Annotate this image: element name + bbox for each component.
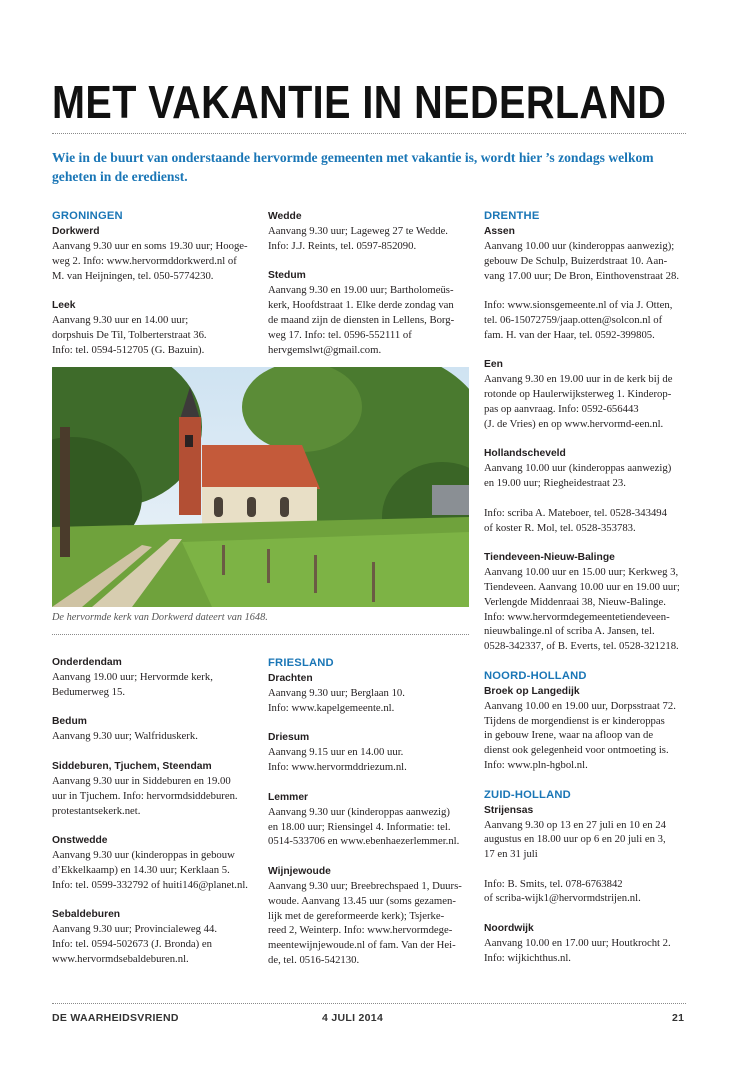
region-heading-drenthe: DRENTHE (484, 210, 540, 222)
text-line: Info: www.kapelgemeente.nl. (268, 701, 395, 714)
text-line: Aanvang 9.30 uur en soms 19.30 uur; Hooge- (52, 240, 248, 252)
text-line: www.hervormdsebaldeburen.nl. (52, 952, 189, 965)
text-line: augustus en 18.00 uur op 6 en 20 juli en 3, (484, 833, 666, 846)
text-line: Info: www.hervormdegemeentetiendeveen- (484, 610, 670, 623)
place-stedum: Stedum (268, 270, 306, 282)
text-line: dorpshuis De Til, Tolberterstraat 36. (52, 328, 207, 341)
place-assen: Assen (484, 226, 515, 237)
text-line: (J. de Vries) en op www.hervormd-een.nl. (484, 417, 664, 430)
text-line: fam. H. van der Haar, tel. 0592-399805. (484, 328, 655, 341)
text-line: de, tel. 0516-542130. (268, 953, 360, 966)
caption-divider (52, 634, 469, 635)
text-line: Aanvang 9.30 uur; Walfriduskerk. (52, 730, 198, 743)
page-title: MET VAKANTIE IN NEDERLAND (52, 76, 667, 128)
text-line: Aanvang 9.15 uur en 14.00 uur. (268, 746, 404, 759)
footer-date: 4 JULI 2014 (322, 1012, 384, 1024)
text-line: of scriba-wijk1@hervormdstrijen.nl. (484, 892, 641, 905)
text-line: uur in Tjuchem. Info: hervormdsiddeburen. (52, 789, 238, 802)
text-line: in gebouw Irene, waar na afloop van de (484, 729, 654, 742)
region-heading-noord-holland: NOORD-HOLLAND (484, 669, 587, 682)
place-leek: Leek (52, 300, 76, 312)
text-line: Aanvang 9.30 op 13 en 27 juli en 10 en 24 (484, 818, 666, 831)
place-siddeburen: Siddeburen, Tjuchem, Steendam (52, 760, 212, 772)
text-line: vang 17.00 uur; De Bron, Einthovenstraat 28. (484, 269, 680, 282)
text-line: dienst ook gelegenheid voor ontmoeting is. (484, 744, 669, 757)
text-line: woude. Aanvang 13.45 uur (soms gezamen- (268, 894, 456, 907)
text-line: Aanvang 9.30 uur; Berglaan 10. (268, 687, 405, 699)
text-line: protestantsekerk.net. (52, 804, 141, 817)
text-line: reed 2, Weinterp. Info: www.hervormdege- (268, 924, 453, 937)
text-line: of koster R. Mol, tel. 0528-353783. (484, 521, 636, 534)
text-line: Tijdens de morgendienst is er kinderoppas (484, 714, 665, 727)
text-line: kerk, Hoofdstraat 1. Elke derde zondag van (268, 299, 454, 312)
text-line: weg 2. Info: www.hervormddorkwerd.nl of (52, 254, 237, 267)
text-line: nieuwbalinge.nl of scriba A. Jansen, tel. (484, 625, 655, 638)
text-line: gebouw De Schulp, Buizerdstraat 10. Aan- (484, 254, 668, 267)
text-line: Aanvang 10.00 uur (kinderoppas aanwezig); (484, 240, 675, 252)
place-onderdendam: Onderdendam (52, 657, 122, 668)
text-line: Aanvang 9.30 uur (kinderoppas aanwezig) (268, 805, 450, 818)
text-line: Info: scriba A. Mateboer, tel. 0528-343494 (484, 506, 667, 519)
text-line: Info: J.J. Reints, tel. 0597-852090. (268, 239, 417, 252)
place-een: Een (484, 359, 503, 371)
text-line: Aanvang 9.30 uur; Provincialeweg 44. (52, 923, 218, 936)
text-line: Info: B. Smits, tel. 078-6763842 (484, 877, 623, 890)
text-line: pas op aanvraag. Info: 0592-656443 (484, 402, 639, 415)
region-heading-zuid-holland: ZUID-HOLLAND (484, 788, 571, 801)
column-drenthe-holland (484, 209, 699, 966)
text-line: Info: tel. 0599-332792 of huiti146@planet.nl. (52, 878, 248, 891)
text-line: de maand zijn de diensten in Lellens, Borg- (268, 313, 455, 326)
place-drachten: Drachten (268, 673, 313, 684)
column-groningen-lower (52, 655, 267, 967)
text-line: Info: www.hervormddriezum.nl. (268, 761, 407, 774)
intro-text: Wie in de buurt van onderstaande hervormde gemeenten met vakantie is, wordt hier ’s zondags welkom geheten in de eredienst. (52, 150, 654, 184)
text-line: Info: www.sionsgemeente.nl of via J. Otten, (484, 299, 673, 312)
column-groningen-continued (268, 209, 478, 357)
place-wijnjewoude: Wijnjewoude (268, 865, 331, 877)
text-line: Aanvang 9.30 en 19.00 uur in de kerk bij de (484, 373, 673, 386)
place-sebaldeburen: Sebaldeburen (52, 909, 121, 921)
place-hollandscheveld: Hollandscheveld (484, 448, 566, 460)
place-onstwedde: Onstwedde (52, 835, 108, 847)
text-line: 0528-342337, of B. Everts, tel. 0528-321218. (484, 640, 679, 653)
text-line: weg 17. Info: tel. 0596-552111 of (268, 328, 412, 341)
place-broek-op-langedijk: Broek op Langedijk (484, 685, 580, 697)
place-driesum: Driesum (268, 732, 310, 744)
place-dorkwerd: Dorkwerd (52, 226, 100, 237)
text-line: M. van Heijningen, tel. 050-5774230. (52, 269, 214, 282)
place-lemmer: Lemmer (268, 791, 309, 803)
region-heading-friesland: FRIESLAND (268, 657, 334, 669)
text-line: Aanvang 9.30 en 19.00 uur; Bartholomeüs- (268, 284, 454, 297)
text-line: Aanvang 9.30 uur; Lageweg 27 te Wedde. (268, 225, 448, 237)
footer-divider (52, 1003, 686, 1004)
text-line: Aanvang 10.00 en 17.00 uur; Houtkrocht 2. (484, 937, 671, 950)
photo-caption: De hervormde kerk van Dorkwerd dateert van 1648. (52, 612, 268, 623)
text-line: Aanvang 9.30 uur en 14.00 uur; (52, 314, 189, 327)
text-line: Info: www.pln-hgbol.nl. (484, 758, 588, 771)
text-line: meentewijnjewoude.nl of fam. Van der Hei- (268, 939, 456, 952)
text-line: Aanvang 19.00 uur; Hervormde kerk, (52, 671, 213, 683)
text-line: en 18.00 uur; Riensingel 4. Informatie: tel. (268, 820, 451, 833)
text-line: Aanvang 10.00 en 19.00 uur, Dorpsstraat 72. (484, 699, 676, 712)
text-line: en 19.00 uur; Riegheidestraat 23. (484, 477, 626, 490)
text-line: Verlengde Middenraai 38, Nieuw-Balinge. (484, 595, 666, 608)
text-line: Aanvang 10.00 uur en 15.00 uur; Kerkweg 3, (484, 566, 679, 579)
church-photo (52, 367, 469, 607)
title-divider (52, 133, 686, 134)
text-line: 0514-533706 en www.ebenhaezerlemmer.nl. (268, 835, 460, 848)
text-line: Aanvang 9.30 uur in Siddeburen en 19.00 (52, 774, 231, 787)
text-line: tel. 06-15072759/jaap.otten@solcon.nl of (484, 313, 663, 326)
text-line: Bedumerweg 15. (52, 685, 126, 698)
region-heading-groningen: GRONINGEN (52, 210, 123, 222)
text-line: lijk met de gereformeerde kerk); Tsjerke- (268, 909, 445, 922)
place-strijensas: Strijensas (484, 804, 534, 816)
place-noordwijk: Noordwijk (484, 923, 534, 935)
text-line: Aanvang 9.30 uur (kinderoppas in gebouw (52, 849, 235, 862)
place-tiendeveen: Tiendeveen-Nieuw-Balinge (484, 552, 615, 564)
place-wedde: Wedde (268, 211, 302, 222)
text-line: Aanvang 10.00 uur (kinderoppas aanwezig) (484, 462, 672, 475)
place-bedum: Bedum (52, 716, 87, 728)
column-friesland (268, 656, 478, 968)
text-line: d’Ekkelkaamp) en 14.30 uur; Kerklaan 5. (52, 863, 230, 876)
text-line: 17 en 31 juli (484, 848, 538, 861)
text-line: hervgemslwt@gmail.com. (268, 343, 382, 356)
footer-page-number: 21 (672, 1012, 685, 1024)
text-line: rotonde op Haulerwijksterweg 1. Kinderop- (484, 388, 672, 401)
text-line: Info: tel. 0594-512705 (G. Bazuin). (52, 343, 205, 356)
footer-publication: DE WAARHEIDSVRIEND (52, 1012, 179, 1024)
text-line: Info: tel. 0594-502673 (J. Bronda) en (52, 938, 212, 951)
text-line: Tiendeveen. Aanvang 10.00 uur en 19.00 uur; (484, 580, 680, 593)
column-groningen (52, 209, 262, 358)
text-line: Aanvang 9.30 uur; Breebrechspaed 1, Duurs- (268, 879, 462, 892)
text-line: Info: wijkichthus.nl. (484, 951, 571, 964)
